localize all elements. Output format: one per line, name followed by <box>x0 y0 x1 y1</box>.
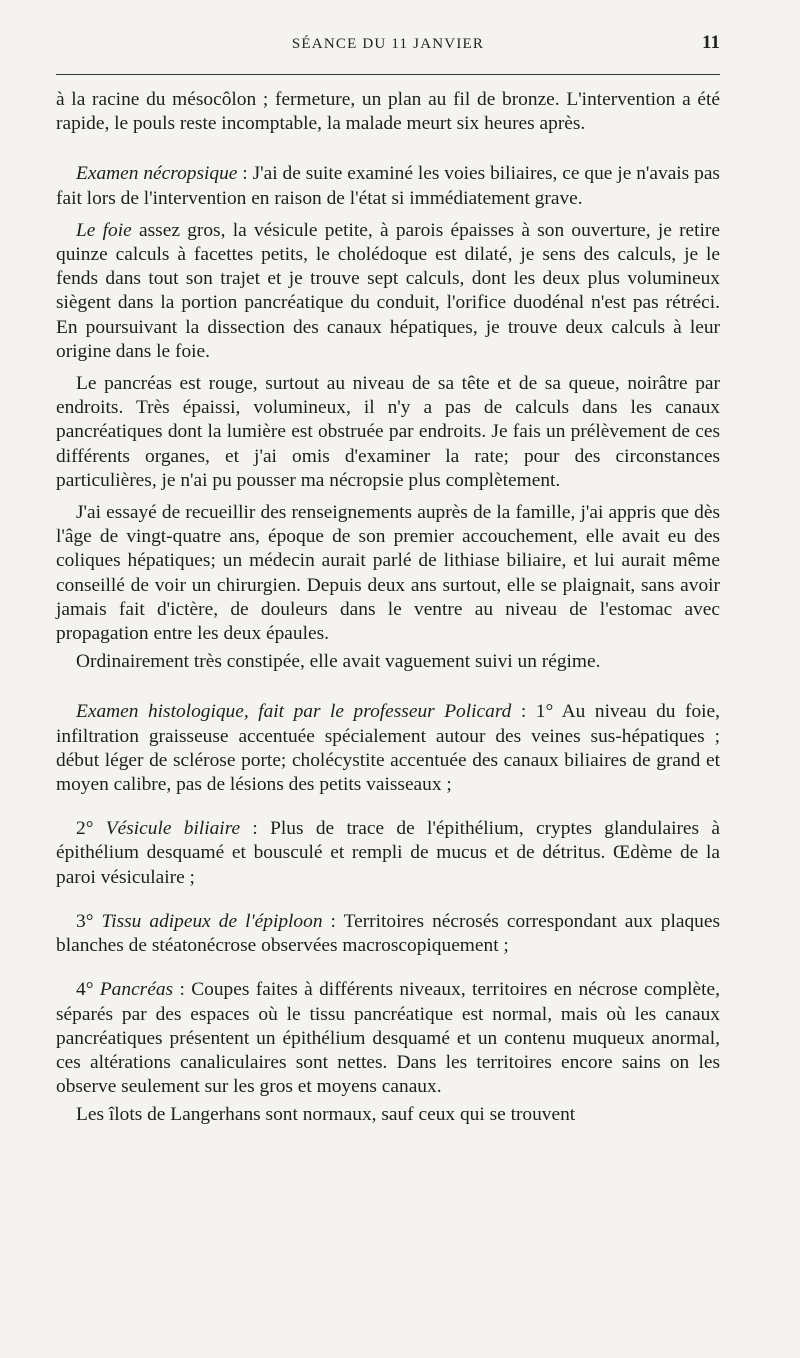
paragraph <box>56 1103 720 1127</box>
paragraph <box>56 219 720 364</box>
paragraph-lead: Vésicule biliaire <box>105 818 241 840</box>
paragraph-prefix: 2° <box>76 818 106 840</box>
paragraph-lead: Tissu adipeux de l'épiploon <box>101 910 323 932</box>
paragraph <box>56 978 720 1099</box>
paragraph-text: : 1° Au niveau du foie, infiltration graisseuse accentuée spécialement autour des veines sus-hépatiques ; début léger de sclérose porte; cholécystite accentuée des canaux biliaires de grand et moyen calibre, pas de lésions des petits vaisseaux ; <box>56 701 720 796</box>
page-header <box>56 30 720 60</box>
header-rule <box>56 74 720 75</box>
paragraph-text: : Plus de trace de l'épithélium, cryptes glandulaires à épithélium desquamé et bousculé et rempli de mucus et de détritus. Œdème de la paroi vésiculaire ; <box>56 818 720 888</box>
paragraph <box>56 88 720 136</box>
paragraph-text: : Coupes faites à différents niveaux, territoires en nécrose complète, séparés par des espaces où le tissu pancréatique est normal, mais où les canaux pancréatiques présentent un épithélium desquamé et un contenu muqueux anormal, ces altérations canaliculaires sont nettes. Dans les territoires encore sains on les observe seulement sur les gros et moyens canaux. <box>56 979 720 1098</box>
paragraph <box>56 700 720 797</box>
paragraph-lead: Examen histologique, fait par le professeur Policard <box>76 701 512 723</box>
paragraph-text: Ordinairement très constipée, elle avait vaguement suivi un régime. <box>76 651 601 673</box>
paragraph <box>56 501 720 646</box>
paragraph-lead: Le foie <box>76 219 132 241</box>
paragraph-lead: Examen nécropsique <box>76 163 238 185</box>
paragraph <box>56 650 720 674</box>
paragraph-prefix: 3° <box>76 910 102 932</box>
body-text <box>56 88 720 1128</box>
paragraph-text: à la racine du mésocôlon ; fermeture, un plan au fil de bronze. L'intervention a été rapide, le pouls reste incomptable, la malade meurt six heures après. <box>56 89 720 135</box>
paragraph-text: : Territoires nécrosés correspondant aux plaques blanches de stéatonécrose observées macroscopiquement ; <box>56 910 720 957</box>
paragraph-text: Les îlots de Langerhans sont normaux, sauf ceux qui se trouvent <box>76 1104 576 1126</box>
paragraph-text: : J'ai de suite examiné les voies biliaires, ce que je n'avais pas fait lors de l'intervention en raison de l'état si immédiatement grave. <box>56 163 720 209</box>
paragraph-prefix: 4° <box>76 979 100 1001</box>
paragraph <box>56 372 720 493</box>
paragraph <box>56 162 720 210</box>
paragraph <box>56 817 720 890</box>
paragraph-lead: Pancréas <box>99 979 174 1001</box>
page-number: 11 <box>702 32 720 53</box>
paragraph-text: Le pancréas est rouge, surtout au niveau de sa tête et de sa queue, noirâtre par endroits. Très épaissi, volumineux, il n'y a pas de calculs dans les canaux pancréatiques dont la lumière est obstruée par endroits. Je fais un prélèvement de ces différents organes, et j'ai omis d'examiner la rate; pour des circonstances particulières, je n'ai pu pousser ma nécropsie plus complètement. <box>56 373 720 491</box>
running-title: SÉANCE DU 11 JANVIER <box>291 36 485 52</box>
paragraph-text: J'ai essayé de recueillir des renseignements auprès de la famille, j'ai appris que dès l'âge de vingt-quatre ans, époque de son premier accouchement, elle avait eu des coliques hépatiques; un médecin aurait parlé de lithiase biliaire, et lui aurait même conseillé de voir un chirurgien. Depuis deux ans surtout, elle se plaignait, sans avoir jamais fait d'ictère, de douleurs dans le ventre au niveau de l'estomac avec propagation entre les deux épaules. <box>56 502 720 645</box>
paragraph <box>56 910 720 958</box>
paragraph-text: assez gros, la vésicule petite, à parois épaisses à son ouverture, je retire quinze calculs à facettes petits, le cholédoque est dilaté, je sens des calculs, je le fends dans tout son trajet et je trouve sept calculs, dont les deux plus volumineux siègent dans la portion pancréatique du conduit, l'orifice duodénal n'est pas rétréci. En poursuivant la dissection des canaux hépatiques, je trouve deux calculs à leur origine dans le foie. <box>56 219 720 362</box>
